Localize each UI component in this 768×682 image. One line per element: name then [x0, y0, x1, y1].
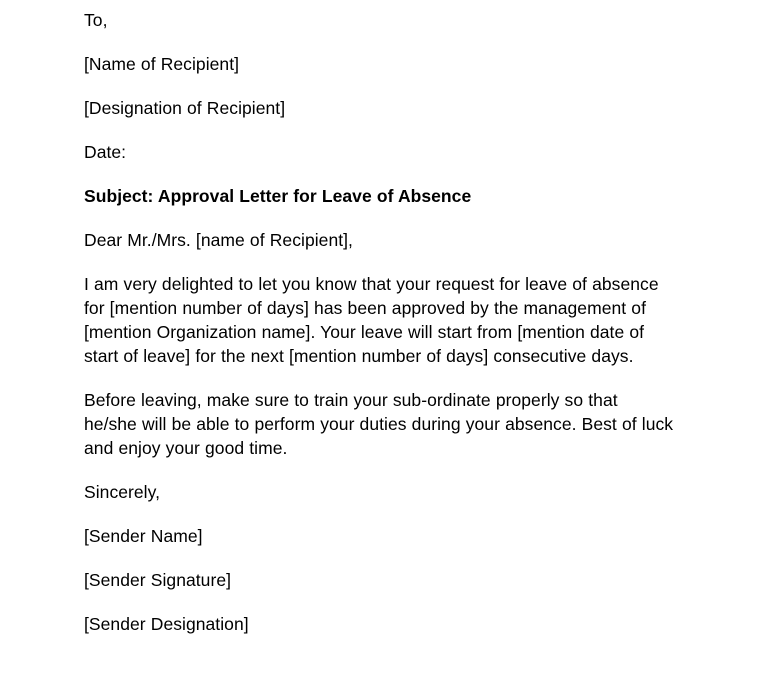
subject-line: Subject: Approval Letter for Leave of Absence	[84, 186, 472, 206]
recipient-salutation-to: To,	[84, 10, 108, 30]
closing-line: Sincerely,	[84, 482, 161, 502]
recipient-designation-placeholder: [Designation of Recipient]	[84, 98, 286, 118]
date-label: Date:	[84, 142, 127, 162]
body-paragraph-1: I am very delighted to let you know that your request for leave of absence for [mention number of days] has been approved by the management of [mention Organization name]. Your leave will start from [mention date of start of leave] for the next [mention number of days] consecutive days.	[84, 274, 659, 366]
recipient-name-placeholder: [Name of Recipient]	[84, 54, 240, 74]
body-paragraph-2: Before leaving, make sure to train your sub-ordinate properly so that he/she will be able to perform your duties during your absence. Best of luck and enjoy your good time.	[84, 390, 674, 458]
sender-signature-placeholder: [Sender Signature]	[84, 570, 232, 590]
sender-name-placeholder: [Sender Name]	[84, 526, 203, 546]
sender-designation-placeholder: [Sender Designation]	[84, 614, 249, 634]
greeting-line: Dear Mr./Mrs. [name of Recipient],	[84, 230, 353, 250]
